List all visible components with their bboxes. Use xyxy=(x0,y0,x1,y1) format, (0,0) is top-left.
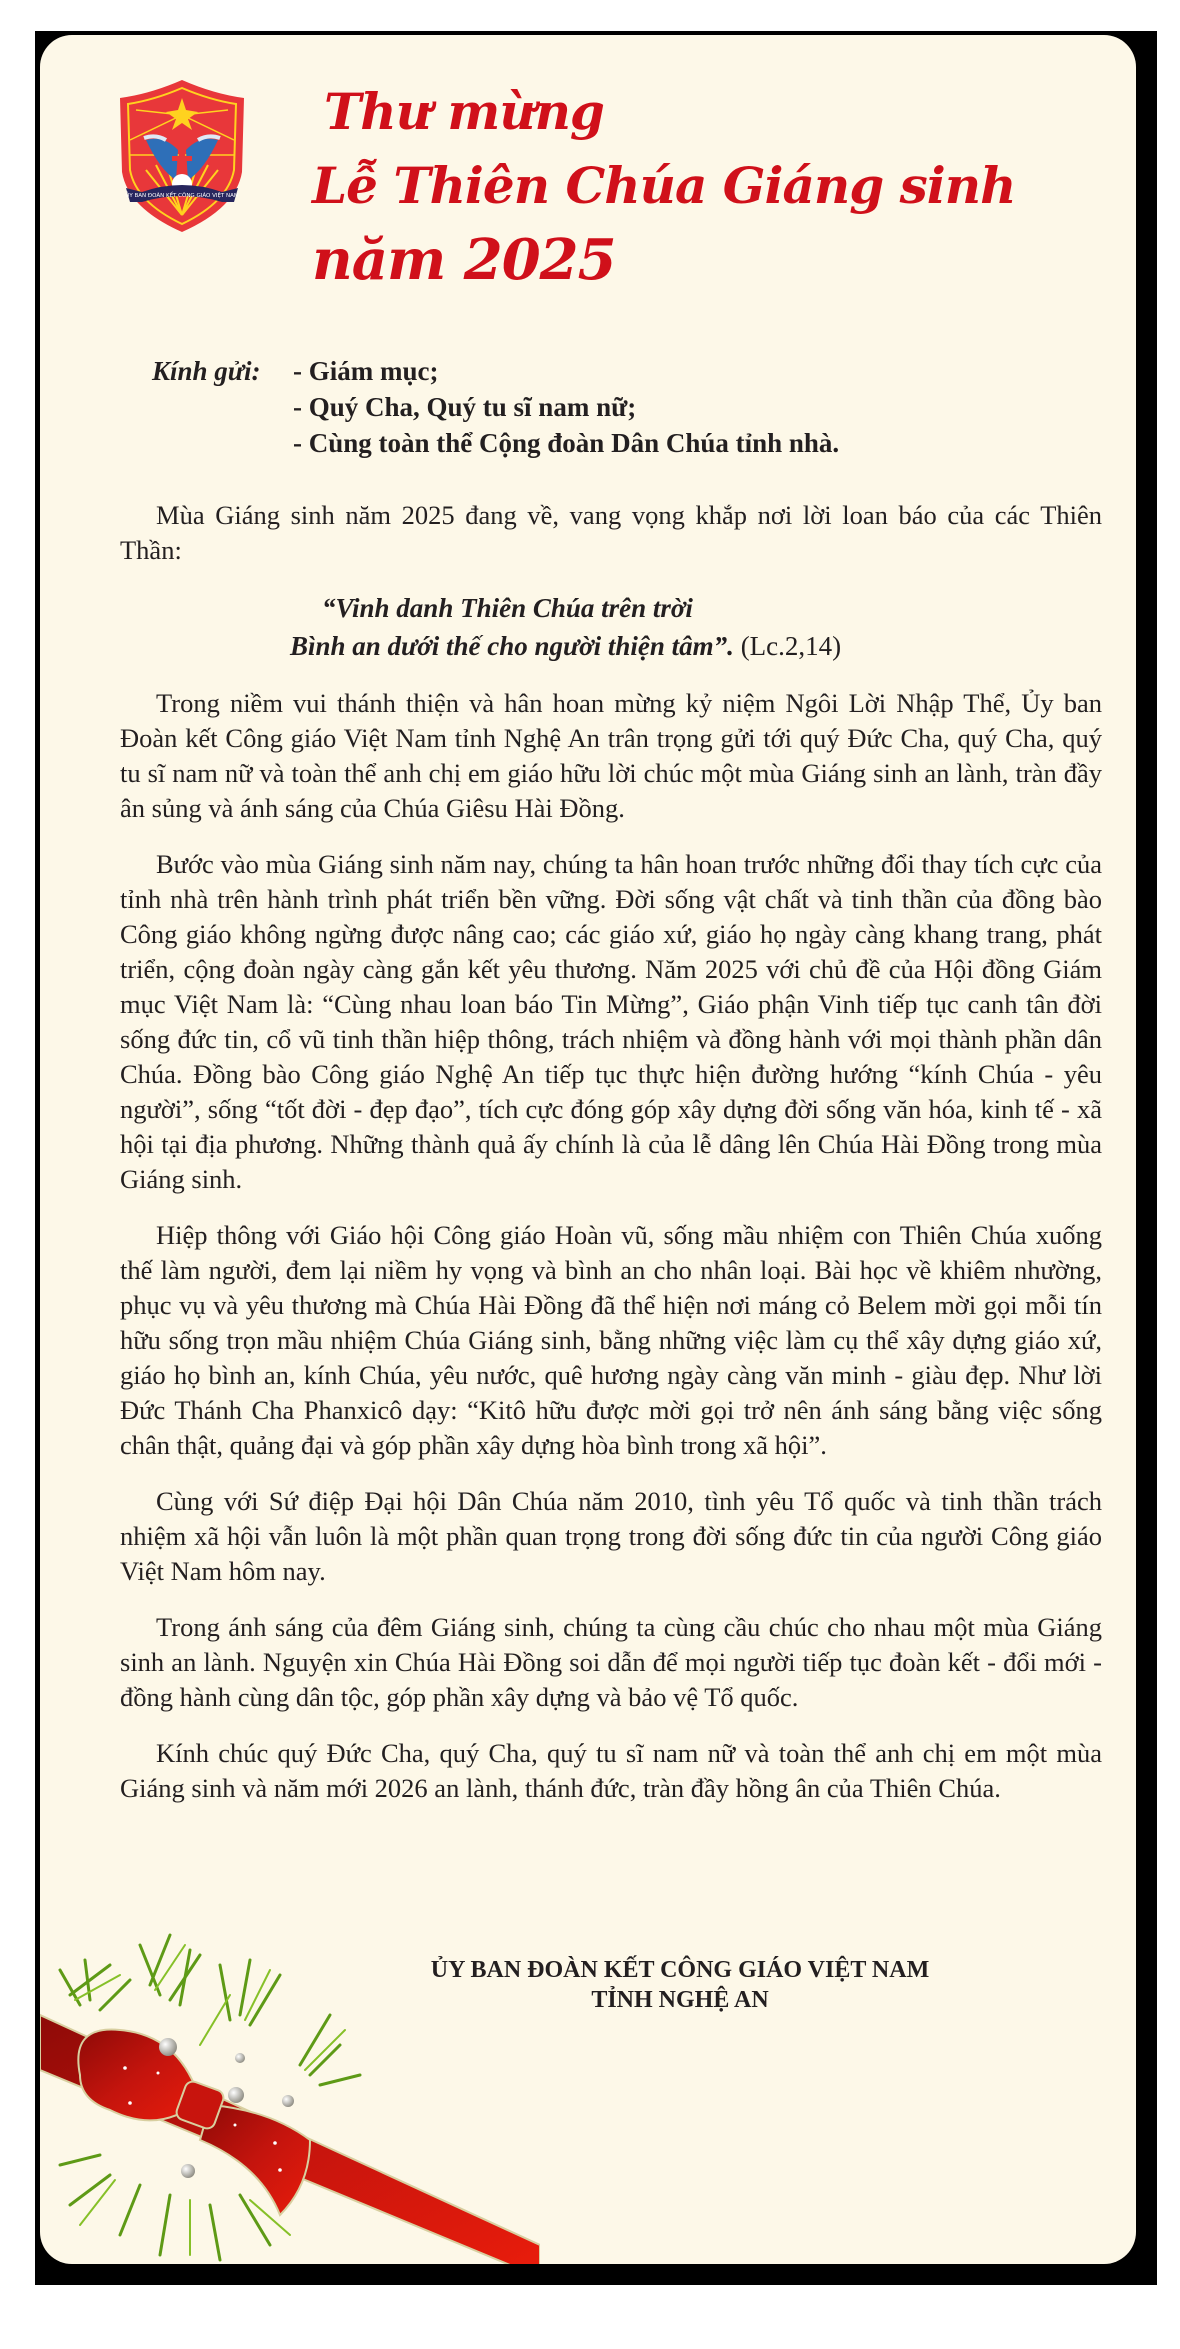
recipient-item: - Giám mục; xyxy=(293,356,439,386)
body-paragraph: Bước vào mùa Giáng sinh năm nay, chúng ta hân hoan trước những đổi thay tích cực của tỉnh nhà trên hành trình phát triển bền vững. Đời sống vật chất và tinh thần của đồng bào Công giáo không ngừng được nâng cao; các giáo xứ, giáo họ ngày càng khang trang, phát triển, cộng đoàn ngày càng gắn kết yêu thương. Năm 2025 với chủ đề của Hội đồng Giám mục Việt Nam là: “Cùng nhau loan báo Tin Mừng”, Giáo phận Vinh tiếp tục canh tân đời sống đức tin, cổ vũ tinh thần hiệp thông, trách nhiệm và đồng hành với mọi thành phần dân Chúa. Đồng bào Công giáo Nghệ An tiếp tục thực hiện đường hướng “kính Chúa - yêu người”, sống “tốt đời - đẹp đạo”, tích cực đóng góp xây dựng đời sống văn hóa, kinh tế - xã hội tại địa phương. Những thành quả ấy chính là của lễ dâng lên Chúa Hài Đồng trong mùa Giáng sinh. xyxy=(120,849,1102,1194)
body-paragraph: Cùng với Sứ điệp Đại hội Dân Chúa năm 2010, tình yêu Tổ quốc và tinh thần trách nhiệm xã hội vẫn luôn là một phần quan trọng trong đời sống đức tin của người Công giáo Việt Nam hôm nay. xyxy=(120,1486,1102,1586)
quote-citation: (Lc.2,14) xyxy=(733,631,842,661)
body-paragraph: Trong ánh sáng của đêm Giáng sinh, chúng ta cùng cầu chúc cho nhau một mùa Giáng sinh an lành. Nguyện xin Chúa Hài Đồng soi dẫn để mọi người tiếp tục đoàn kết - đổi mới - đồng hành cùng dân tộc, góp phần xây dựng và bảo vệ Tổ quốc. xyxy=(120,1612,1102,1712)
quote-line-2-text: Bình an dưới thế cho người thiện tâm”. xyxy=(290,631,734,661)
title-line-1: Thư mừng xyxy=(324,82,604,141)
title-line-2: Lễ Thiên Chúa Giáng sinh xyxy=(312,156,1016,215)
christmas-bow-ribbon-pine-icon xyxy=(40,1925,540,2264)
title-line-3: năm 2025 xyxy=(312,227,616,293)
recipient-item: - Quý Cha, Quý tu sĩ nam nữ; xyxy=(293,392,637,422)
intro-paragraph: Mùa Giáng sinh năm 2025 đang về, vang vọng khắp nơi lời loan báo của các Thiên Thần: xyxy=(120,500,1102,565)
scripture-quote xyxy=(120,589,1102,665)
body-paragraph: Hiệp thông với Giáo hội Công giáo Hoàn vũ, sống mầu nhiệm con Thiên Chúa xuống thế làm người, đem lại niềm hy vọng và bình an cho nhân loại. Bài học về khiêm nhường, phục vụ và yêu thương mà Chúa Hài Đồng đã thể hiện nơi máng cỏ Belem mời gọi mỗi tín hữu sống trọn mầu nhiệm Chúa Giáng sinh, bằng những việc làm cụ thể xây dựng giáo xứ, giáo họ bình an, kính Chúa, yêu nước, quê hương ngày càng văn minh - giàu đẹp. Như lời Đức Thánh Cha Phanxicô dạy: “Kitô hữu được mời gọi trở nên ánh sáng bằng việc sống chân thật, quảng đại và góp phần xây dựng hòa bình trong xã hội”. xyxy=(120,1220,1102,1460)
body-paragraph: Trong niềm vui thánh thiện và hân hoan mừng kỷ niệm Ngôi Lời Nhập Thể, Ủy ban Đoàn kết Công giáo Việt Nam tỉnh Nghệ An trân trọng gửi tới quý Đức Cha, quý Cha, quý tu sĩ nam nữ và toàn thể anh chị em giáo hữu lời chúc một mùa Giáng sinh an lành, tràn đầy ân sủng và ánh sáng của Chúa Giêsu Hài Đồng. xyxy=(120,688,1102,823)
quote-line-1: “Vinh danh Thiên Chúa trên trời xyxy=(322,593,693,623)
quote-line-2 xyxy=(120,627,1102,665)
svg-text:ỦY BAN ĐOÀN KẾT CÔNG GIÁO VIỆT: ỦY BAN ĐOÀN KẾT CÔNG GIÁO VIỆT NAM xyxy=(125,193,239,199)
signature-line-2: TỈNH NGHỆ AN xyxy=(591,1987,769,2013)
signature-line-1: ỦY BAN ĐOÀN KẾT CÔNG GIÁO VIỆT NAM xyxy=(430,1957,930,1983)
greeting-letter-card xyxy=(40,35,1136,2264)
recipients-label: Kính gửi: xyxy=(152,356,261,386)
recipients-block xyxy=(152,353,839,461)
shield-emblem-icon xyxy=(116,80,248,232)
body-paragraph: Kính chúc quý Đức Cha, quý Cha, quý tu sĩ nam nữ và toàn thể anh chị em một mùa Giáng sinh và năm mới 2026 an lành, thánh đức, tràn đầy hồng ân của Thiên Chúa. xyxy=(120,1738,1102,1803)
recipient-item: - Cùng toàn thể Cộng đoàn Dân Chúa tỉnh nhà. xyxy=(293,428,840,458)
letter-body xyxy=(120,498,1102,1827)
letter-title xyxy=(312,75,1015,297)
